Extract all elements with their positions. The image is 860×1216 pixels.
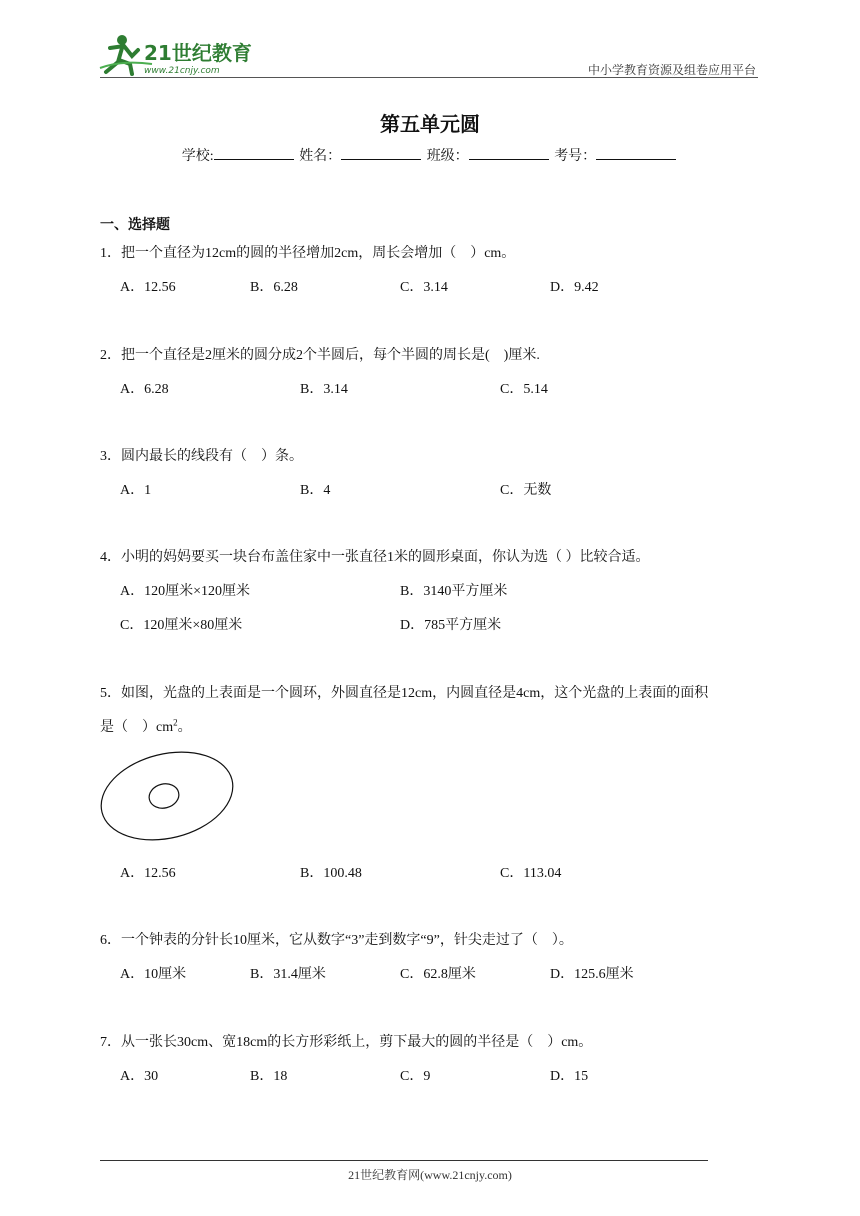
- question-1: 1．把一个直径为12cm的圆的半径增加2cm，周长会增加（ ）cm。: [100, 246, 516, 261]
- header-platform-text: 中小学教育资源及组卷应用平台: [587, 63, 756, 77]
- q2-option-b[interactable]: B．3.14: [300, 382, 348, 397]
- q5-tail: 。: [177, 720, 192, 735]
- number-blank[interactable]: [596, 147, 676, 160]
- q4-option-d[interactable]: D．785平方厘米: [400, 618, 502, 633]
- page-title: 第五单元圆: [380, 114, 480, 136]
- logo-text: 21世纪教育: [144, 41, 252, 65]
- q3-option-b[interactable]: B．4: [300, 483, 331, 498]
- q1-option-a[interactable]: A．12.56: [120, 280, 176, 295]
- school-blank[interactable]: [214, 147, 294, 160]
- question-2: 2．把一个直径是2厘米的圆分成2个半圆后，每个半圆的周长是( )厘米.: [100, 348, 540, 363]
- q1-option-d[interactable]: D．9.42: [550, 280, 599, 295]
- q1-option-b[interactable]: B．6.28: [250, 280, 298, 295]
- question-5: 5．如图，光盘的上表面是一个圆环，外圆直径是12cm，内圆直径是4cm，这个光盘的上表面的面积: [100, 686, 709, 701]
- header-divider: [100, 77, 758, 78]
- disc-figure: [98, 748, 238, 844]
- logo: [92, 30, 262, 80]
- class-label: 班级：: [426, 149, 469, 164]
- q7-option-b[interactable]: B．18: [250, 1069, 288, 1084]
- inner-circle: [147, 781, 182, 812]
- q3-option-c[interactable]: C．无数: [500, 483, 552, 498]
- q4-option-a[interactable]: A．120厘米×120厘米: [120, 584, 251, 599]
- q7-option-a[interactable]: A．30: [120, 1069, 159, 1084]
- q6-option-d[interactable]: D．125.6厘米: [550, 967, 634, 982]
- footer-divider: [100, 1160, 708, 1161]
- q2-option-a[interactable]: A．6.28: [120, 382, 169, 397]
- q7-option-c[interactable]: C．9: [400, 1069, 431, 1084]
- footer-text[interactable]: 21世纪教育网(www.21cnjy.com): [348, 1168, 512, 1182]
- q5-option-c[interactable]: C．113.04: [500, 866, 562, 881]
- q5-text-line2: 是（ ）cm: [100, 720, 174, 735]
- q7-option-d[interactable]: D．15: [550, 1069, 589, 1084]
- name-blank[interactable]: [341, 147, 421, 160]
- q2-option-c[interactable]: C．5.14: [500, 382, 548, 397]
- q3-option-a[interactable]: A．1: [120, 483, 152, 498]
- logo-url: www.21cnjy.com: [144, 66, 220, 76]
- class-blank[interactable]: [469, 147, 549, 160]
- number-label: 考号：: [554, 149, 597, 164]
- q6-option-b[interactable]: B．31.4厘米: [250, 967, 326, 982]
- q4-option-c[interactable]: C．120厘米×80厘米: [120, 618, 243, 633]
- section-heading: 一、选择题: [100, 218, 170, 233]
- question-3: 3．圆内最长的线段有（ ）条。: [100, 449, 303, 464]
- student-info-line: [0, 145, 860, 165]
- q5-option-b[interactable]: B．100.48: [300, 866, 362, 881]
- question-4: 4．小明的妈妈要买一块台布盖住家中一张直径1米的圆形桌面，你认为选（ ）比较合适。: [100, 550, 650, 565]
- q6-option-a[interactable]: A．10厘米: [120, 967, 187, 982]
- q6-option-c[interactable]: C．62.8厘米: [400, 967, 476, 982]
- school-label: 学校:: [181, 149, 214, 164]
- question-6: 6．一个钟表的分针长10厘米，它从数字“3”走到数字“9”，针尖走过了（ ）。: [100, 933, 573, 948]
- q4-option-b[interactable]: B．3140平方厘米: [400, 584, 508, 599]
- q5-option-a[interactable]: A．12.56: [120, 866, 176, 881]
- outer-circle: [98, 748, 238, 844]
- name-label: 姓名：: [299, 149, 342, 164]
- q1-option-c[interactable]: C．3.14: [400, 280, 448, 295]
- question-5-continued: [100, 716, 192, 736]
- q5-superscript: 2: [173, 717, 178, 728]
- question-7: 7．从一张长30cm、宽18cm的长方形彩纸上，剪下最大的圆的半径是（ ）cm。: [100, 1035, 593, 1050]
